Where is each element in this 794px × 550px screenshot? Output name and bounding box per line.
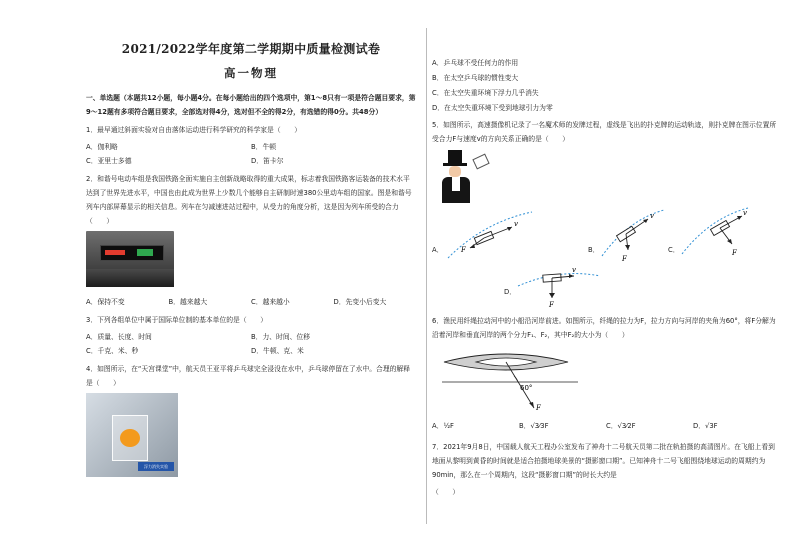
question-6: 6．渔民用纤绳拉动河中的小船沿河岸前进。如图所示，纤绳的拉力为F，拉力方向与河岸的夹角为60°，将F分解为沿着河岸和垂直河岸的两个分力F₁、F₂，其中F₂的大小为（ ） [432, 317, 776, 339]
q3-option-a[interactable]: A．质量、长度、时间 [86, 333, 152, 341]
q5-diagram-d[interactable] [516, 262, 602, 308]
label-v-a: v [514, 220, 518, 228]
label-F-a: F [461, 246, 466, 254]
image-caption-bar [138, 462, 174, 471]
magician-shirt [452, 177, 460, 191]
q6-option-c[interactable]: C．√3⁄2F [606, 422, 636, 430]
q3-option-b[interactable]: B．力、时间、位移 [251, 333, 311, 341]
q3-option-d[interactable]: D．牛顿、克、米 [251, 347, 304, 355]
angle-label: 60° [520, 384, 533, 392]
q6-option-b[interactable]: B．√3⁄3F [519, 422, 549, 430]
label-v-b: v [650, 212, 654, 220]
question-2: 2．和谐号电动车组是我国铁路全面实施自主创新战略取得的重大成果，标志着我国铁路客运装备的技术水平达到了世界先进水平，中国也由此成为世界上少数几个能够自主研制时速380公里动车组的国家。图是和谐号列车内部屏幕显示的相关信息。列车在匀减速进站过程中，从受力的角度分析，这是因为列车所受的合力（ ） [86, 175, 412, 225]
force-label: F [536, 404, 541, 412]
q4-option-a[interactable]: A．乒乓球不受任何力的作用 [432, 59, 519, 67]
q2-option-c[interactable]: C．越来越小 [251, 298, 290, 306]
q7-answer-paren: （ ） [432, 488, 460, 496]
train-floor [86, 269, 174, 287]
flying-card [472, 154, 489, 170]
question-6-options [432, 418, 780, 434]
q6-option-d[interactable]: D．√3F [693, 422, 718, 430]
column-divider [426, 28, 427, 524]
label-F-c: F [732, 249, 737, 257]
exam-title: 2021/2022学年度第二学期期中质量检测试卷 [121, 42, 381, 56]
q5-diagram-a[interactable] [444, 204, 536, 264]
top-hat [448, 150, 462, 164]
question-2-options [86, 295, 416, 309]
tow-force-arrowhead [529, 402, 534, 408]
question-4: 4．如图所示，在“天宫课堂”中，航天员王亚平将乒乓球完全浸没在水中，乒乓球停留在了水中。合理的解释是（ ） [86, 365, 411, 387]
magician-face [449, 166, 461, 177]
subway-screen-image [86, 231, 174, 287]
q2-option-d[interactable]: D．先变小后变大 [333, 298, 387, 306]
pingpong-ball [120, 429, 140, 447]
question-3: 3．下列各组单位中属于国际单位制的基本单位的是（ ） [86, 316, 268, 324]
q5-diagrams-row-2 [504, 262, 780, 308]
label-v-d: v [572, 266, 576, 274]
q3-option-c[interactable]: C．千克、米、秒 [86, 347, 139, 355]
magician-image [432, 150, 492, 204]
q1-option-d[interactable]: D．笛卡尔 [251, 157, 284, 165]
label-F-b: F [622, 255, 627, 263]
image-caption: 浮力消失实验 [144, 464, 168, 469]
q4-option-c[interactable]: C．在太空失重环境下浮力几乎消失 [432, 89, 539, 97]
train-display-sign [100, 245, 164, 261]
question-5: 5．如图所示，高速摄像机记录了一名魔术师的发牌过程，虚线是飞出的扑克牌的运动轨迹，则扑克牌在图示位置所受合力F与速度v的方向关系正确的是（ ） [432, 121, 777, 143]
q5-diagram-b[interactable] [600, 204, 666, 264]
label-v-c: v [743, 209, 747, 217]
q2-option-b[interactable]: B．越来越大 [168, 298, 208, 306]
velocity-arrowhead-d [569, 274, 574, 278]
q5-letter-b[interactable]: B． [588, 246, 600, 254]
subject-title: 高一物理 [224, 66, 278, 80]
space-pingpong-image [86, 393, 178, 477]
question-1: 1．最早通过斜面实验对自由落体运动进行科学研究的科学家是（ ） [86, 126, 302, 134]
q1-option-b[interactable]: B．牛顿 [251, 143, 277, 151]
q5-letter-c[interactable]: C． [668, 246, 680, 254]
question-7: 7．2021年9月8日，中国载人航天工程办公室发布了神舟十二号航天员第二批在轨拍摄的高清图片。在飞船上看到地面从黎明到黄昏的时间就是适合拍摄地球美景的“摄影窗口期”。已知神舟十二号飞船围绕地球运动的周期约为90min，那么在一个周期内，这段“摄影窗口期”的时长大约是 [432, 443, 775, 479]
q1-option-c[interactable]: C．亚里士多德 [86, 157, 132, 165]
q5-diagrams-row-1 [432, 204, 780, 264]
q6-option-a[interactable]: A．½F [432, 422, 454, 430]
question-3-options [86, 330, 416, 358]
q6-boat-diagram [442, 348, 582, 412]
question-1-options [86, 140, 416, 168]
label-F-d: F [549, 301, 554, 308]
section-heading: 一、单选题（本题共12小题，每小题4分。在每小题给出的四个选项中，第1～8只有一项是符合题目要求，第9～12题有多项符合题目要求，全部选对得4分，选对但不全的得2分，有选错的得0分。共48分） [86, 94, 416, 116]
q5-diagram-c[interactable] [680, 204, 750, 264]
q5-letter-d[interactable]: D． [504, 288, 517, 296]
q4-option-b[interactable]: B．在太空乒乓球的惯性变大 [432, 74, 519, 82]
force-arrowhead-c [727, 239, 732, 244]
q4-option-d[interactable]: D．在太空失重环境下受到地球引力为零 [432, 104, 553, 112]
q1-option-a[interactable]: A．伽利略 [86, 143, 118, 151]
q5-letter-a[interactable]: A． [432, 246, 444, 254]
left-column [86, 40, 416, 477]
force-arrowhead-d [549, 293, 555, 298]
q2-option-a[interactable]: A．保持不变 [86, 298, 125, 306]
right-column [432, 56, 780, 499]
